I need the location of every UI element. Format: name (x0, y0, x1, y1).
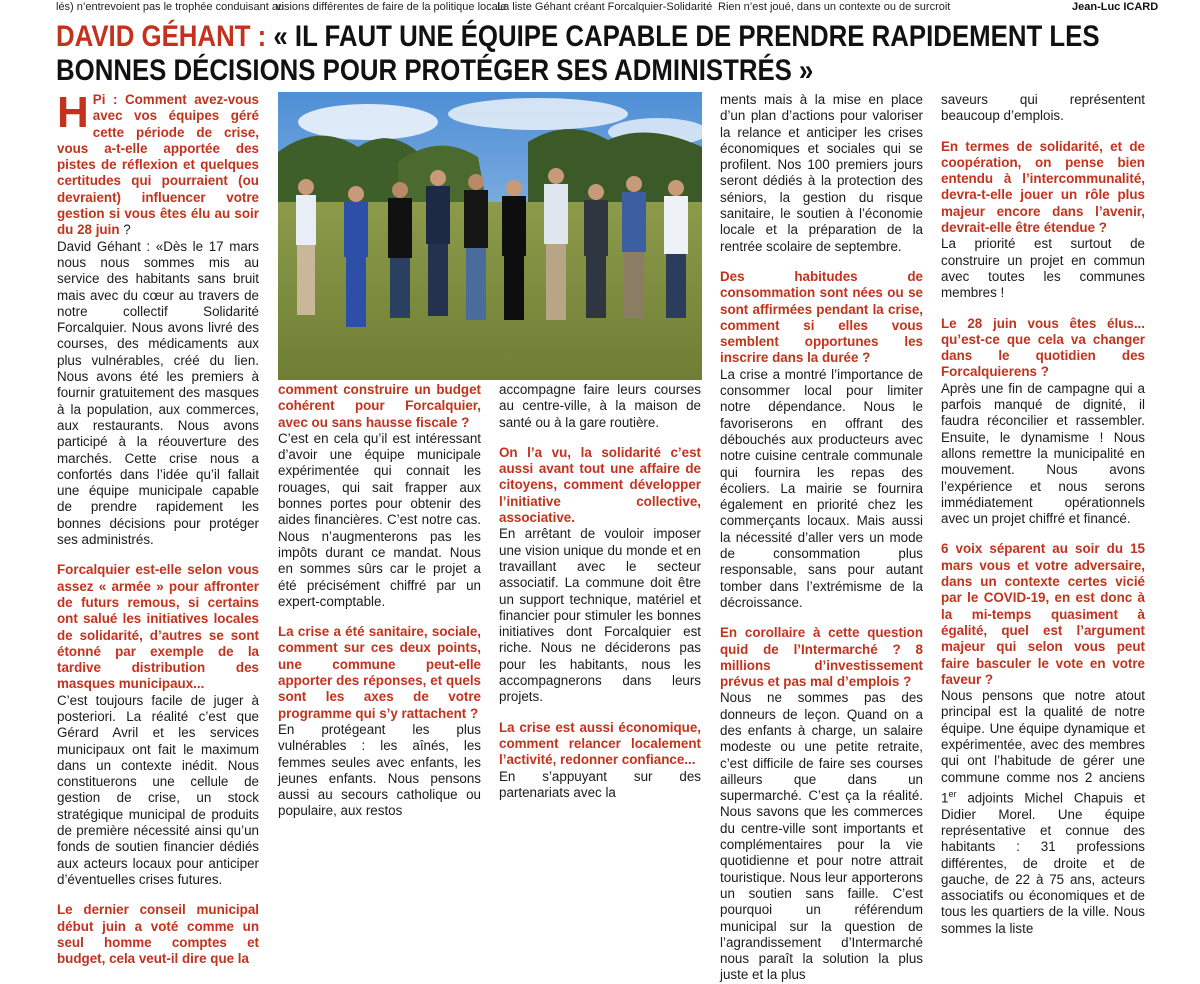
interview-answer: accompagne faire leurs courses au centre-ville, à la maison de santé ou à la gare routière. (499, 382, 701, 430)
interview-answer: Après une fin de campagne qui a parfois manqué de dignité, il faudra réconcilier et rassembler. Ensuite, le dynamisme ! Nous allons remettre la municipalité en mouvement. Nous avons l’expérience et nous serons immédiatement opérationnels avec un projet chiffré et financé. (941, 380, 1145, 527)
interview-question: Le dernier conseil municipal début juin a voté comme un seul homme comptes et budget, cela veut-il dire que la (57, 902, 259, 967)
article-column-2 (278, 382, 481, 819)
interview-answer: En s’appuyant sur des partenariats avec la (499, 768, 701, 800)
interview-question: comment construire un budget cohérent pour Forcalquier, avec ou sans hausse fiscale ? (278, 382, 481, 430)
interview-answer: La priorité est surtout de construire un projet en commun avec toutes les communes membres ! (941, 236, 1145, 301)
author-byline: Jean-Luc ICARD (1072, 1, 1159, 13)
top-strip-fragment: Rien n’est joué, dans un contexte ou de surcroit (718, 1, 951, 13)
group-photo-image (278, 92, 702, 380)
drop-cap: H (57, 88, 89, 137)
superscript: er (948, 788, 957, 799)
top-strip-fragment: visions différentes de faire de la politique locale (276, 1, 507, 13)
interview-answer: Nous pensons que notre atout principal est la qualité de notre équipe. Une équipe dynamique et expérimentée, avec des membres qui ont l’habitude de gérer une commune comme nos 2 anciens 1er adjoints Michel Chapuis et Didier Morel. Une équipe représentative et connue des habitants : 31 professions différentes, de droite et de gauche, de 22 à 75 ans, acteurs associatifs ou économiques et de tous les quartiers de la ville. Nous sommes la liste (941, 688, 1145, 936)
interview-answer: La crise a montré l’importance de consommer local pour limiter notre dépendance. Nous le favoriserons en offrant des débouchés aux producteurs avec notre cuisine centrale communale qui fournira les repas des écoliers. La mairie se fournira également en priorité chez les commerçants locaux. Mais aussi la nécessité d’aller vers un mode de consommation plus responsable, sans pour autant tomber dans l’extrémisme de la décroissance. (720, 366, 923, 610)
interview-question: Pi : Comment avez-vous avec vos équipes géré cette période de crise, vous a-t-elle apportée des pistes de réflexion et quelques certitudes qui pourraient (ou devraient) influencer votre gestion si vous êtes élu au soir du 28 juin (57, 92, 259, 238)
headline-quote: « IL FAUT UNE ÉQUIPE CAPABLE DE PRENDRE RAPIDEMENT LES BONNES DÉCISIONS POUR PROTÉGER SES ADMINISTRÉS » (56, 20, 1100, 87)
interview-question: La crise a été sanitaire, sociale, comment sur ces deux points, une commune peut-elle apporter des réponses, et quels sont les axes de votre programme qui s’y rattachent ? (278, 624, 481, 721)
interview-answer: C’est toujours facile de juger à posteriori. La réalité c’est que Gérard Avril et les services municipaux ont fait le maximum dans un contexte inédit. Nous constituerons une cellule de gestion de crise, un stock stratégique municipal de produits de première nécessité ainsi qu’un fonds de soutien financier dédiés aux acteurs locaux pour anticiper d’éventuelles crises futures. (57, 692, 259, 887)
interview-answer: saveurs qui représentent beaucoup d’emplois. (941, 92, 1145, 124)
top-strip (0, 0, 1200, 16)
interview-answer: Nous ne sommes pas des donneurs de leçon. Quand on a des enfants à charge, un salaire modeste ou une petite retraite, c’est difficile de faire ses courses ailleurs que dans un supermarché. C’est ça la réalité. Nous savons que les commerces du centre-ville sont importants et complémentaires pour la vie quotidienne et pour notre attrait touristique. Nous leur apporterons un soutien sans faille. C’est pourquoi un référendum municipal sur la question de l’agrandissement d’Intermarché nous paraît la solution la plus juste et la plus (720, 690, 923, 983)
interview-question: Le 28 juin vous êtes élus... qu’est-ce que cela va changer dans le quotidien des Forcalquierens ? (941, 315, 1145, 380)
article-column-1 (57, 88, 259, 967)
article-column-5 (941, 92, 1145, 936)
interview-answer: ments mais à la mise en place d’un plan d’actions pour valoriser la relance et anticiper les crises économiques et sociales qui se profilent. Nos 100 premiers jours seront dédiés à la protection des séniors, la gestion du risque sanitaire, le soutien à l’économie locale et la préparation de la rentrée scolaire de septembre. (720, 92, 923, 254)
interview-question: On l’a vu, la solidarité c’est aussi avant tout une affaire de citoyens, comment développer l’initiative collective, associative. (499, 444, 701, 526)
top-strip-fragment: La liste Géhant créant Forcalquier-Solidarité (497, 1, 713, 13)
interview-question: La crise est aussi économique, comment relancer localement l’activité, redonner confiance... (499, 719, 701, 768)
interview-answer: C’est en cela qu’il est intéressant d’avoir une équipe municipale expérimentée qui connait les rouages, qui sait frapper aux bonnes portes pour obtenir des aides financières. C’est notre cas. Nous n’augmenterons pas les impôts durant ce mandat. Nous en sommes sûrs car le projet a été précisément chiffré par un expert-comptable. (278, 430, 481, 609)
interview-question: En corollaire à cette question quid de l’Intermarché ? 8 millions d’investissement prévus et pas mal d’emplois ? (720, 625, 923, 690)
top-strip-fragment: lés) n’entrevoient pas le trophée conduisant au (56, 1, 285, 13)
interview-answer: David Géhant : «Dès le 17 mars nous nous sommes mis au service des habitants sans bruit mais avec du cœur au travers de notre collectif Solidarité Forcalquier. Nous avons livré des courses, des médicaments aux plus vulnérables, créé du lien. Nous avons été les premiers à fournir gratuitement des masques à la population, aux commerces, aux restaurants. Nous avons participé à la réouverture des marchés. Cette crise nous a confortés dans l’idée qu’il fallait une équipe municipale capable de prendre rapidement les bonnes décisions pour protéger ses administrés. (57, 238, 259, 548)
headline-name: DAVID GÉHANT : (56, 20, 267, 53)
group-photo (278, 92, 702, 380)
article-column-4 (720, 92, 923, 983)
interview-answer: En protégeant les plus vulnérables : les aînés, les femmes seules avec enfants, les jeunes enfants. Nous pensons aussi au secours catholique ou populaire, aux restos (278, 721, 481, 819)
interview-question: 6 voix séparent au soir du 15 mars vous et votre adversaire, dans un contexte certes vicié par le COVID-19, en est donc à la mi-temps quasiment à égalité, quel est l’argument majeur qui selon vous peut faire basculer le vote en votre faveur ? (941, 541, 1145, 687)
question-mark: ? (119, 222, 131, 238)
interview-question: Forcalquier est-elle selon vous assez « armée » pour affronter de futurs remous, si certains ont salué les initiatives locales de solidarité, d’autres se sont étonné par exemple de la tardive distribution des masques municipaux... (57, 562, 259, 692)
interview-question: En termes de solidarité, et de coopération, on pense bien entendu à l’intercommunalité, devra-t-elle jouer un rôle plus majeur encore dans l’avenir, devrait-elle être étendue ? (941, 138, 1145, 236)
interview-answer: En arrêtant de vouloir imposer une vision unique du monde et en travaillant avec le secteur associatif. La commune doit être un support technique, matériel et financier pour stimuler les bonnes initiatives dont Forcalquier est riche. Nous ne déciderons pas pour les habitants, nous les accompagnerons dans leurs projets. (499, 526, 701, 705)
article-headline (56, 20, 1191, 88)
interview-question: Des habitudes de consommation sont nées ou se sont affirmées pendant la crise, comment si elles vous semblent opportunes les inscrire dans la durée ? (720, 268, 923, 366)
article-column-3 (499, 382, 701, 800)
